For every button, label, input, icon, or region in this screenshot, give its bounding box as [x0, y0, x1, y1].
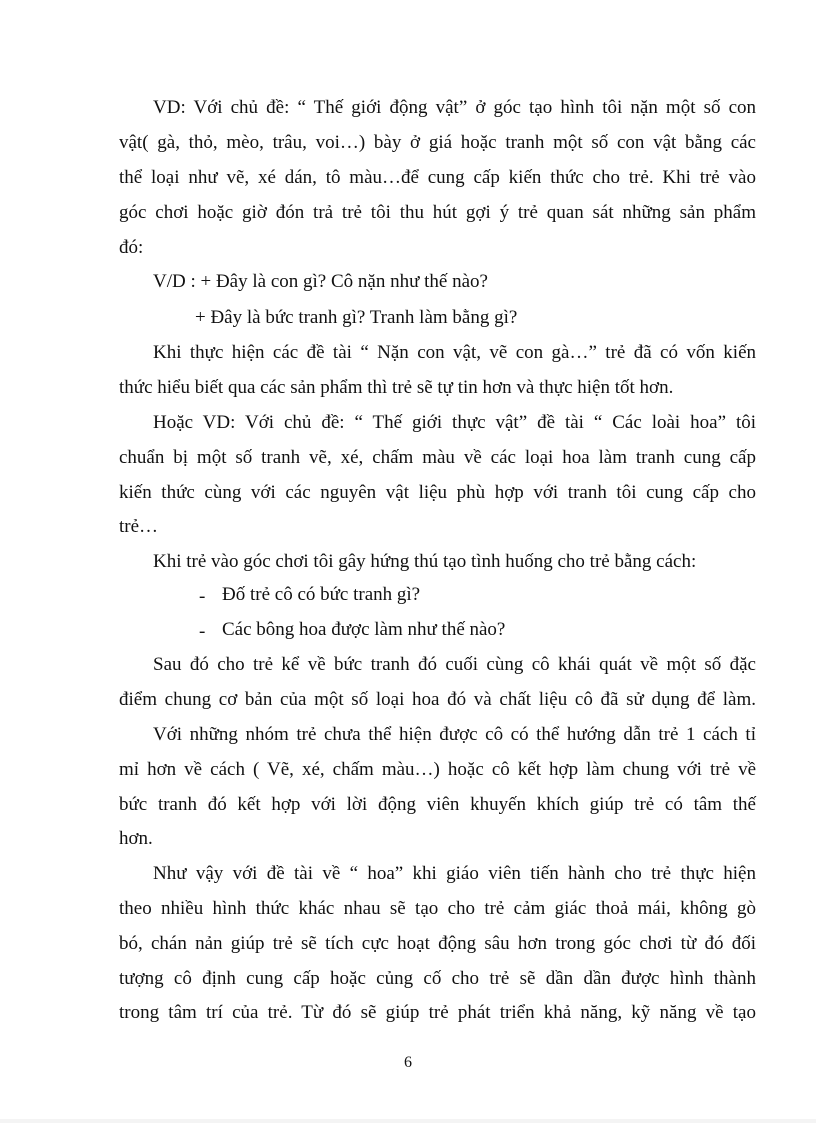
paragraph-3-line-1: Hoặc VD: Với chủ đề: “ Thế giới thực vật” đề tài “ Các loài hoa” tôi [153, 412, 756, 433]
paragraph-6-line-2: mỉ hơn về cách ( Vẽ, xé, chấm màu…) hoặc cô kết hợp làm chung với trẻ về [119, 759, 756, 780]
paragraph-7-line-1: Như vậy với đề tài về “ hoa” khi giáo viên tiến hành cho trẻ thực hiện [153, 863, 756, 884]
paragraph-2-line-2: thức hiểu biết qua các sản phẩm thì trẻ sẽ tự tin hơn và thực hiện tốt hơn. [119, 377, 674, 398]
paragraph-1-line-4: góc chơi hoặc giờ đón trả trẻ tôi thu hút gợi ý trẻ quan sát những sản phẩm [119, 202, 756, 223]
paragraph-4: Khi trẻ vào góc chơi tôi gây hứng thú tạo tình huống cho trẻ bằng cách: [153, 551, 697, 572]
paragraph-3-line-3: kiến thức cùng với các nguyên vật liệu phù hợp với tranh tôi cung cấp cho [119, 482, 756, 503]
paragraph-1-line-2: vật( gà, thỏ, mèo, trâu, voi…) bày ở giá hoặc tranh một số con vật bằng các [119, 132, 756, 153]
paragraph-6-line-4: hơn. [119, 828, 153, 849]
paragraph-7-line-2: theo nhiều hình thức khác nhau sẽ tạo cho trẻ cảm giác thoả mái, không gò [119, 898, 756, 919]
bullet-marker: - [199, 621, 206, 642]
paragraph-1-line-5: đó: [119, 237, 144, 258]
page-bottom-edge [0, 1119, 816, 1123]
bullet-item-2: Các bông hoa được làm như thế nào? [222, 619, 506, 640]
paragraph-7-line-4: tượng cô định cung cấp hoặc củng cố cho trẻ sẽ dần dần được hình thành [119, 968, 756, 989]
paragraph-6-line-3: bức tranh đó kết hợp với lời động viên khuyến khích giúp trẻ có tâm thế [119, 794, 756, 815]
paragraph-7-line-5: trong tâm trí của trẻ. Từ đó sẽ giúp trẻ phát triển khả năng, kỹ năng về tạo [119, 1002, 756, 1023]
paragraph-7-line-3: bó, chán nản giúp trẻ sẽ tích cực hoạt động sâu hơn trong góc chơi từ đó đối [119, 933, 756, 954]
paragraph-1-line-1: VD: Với chủ đề: “ Thế giới động vật” ở góc tạo hình tôi nặn một số con [153, 97, 756, 118]
example-question-2: + Đây là bức tranh gì? Tranh làm bằng gì? [195, 307, 518, 328]
paragraph-3-line-2: chuẩn bị một số tranh vẽ, xé, chấm màu về các loại hoa làm tranh cung cấp [119, 447, 756, 468]
bullet-marker: - [199, 586, 206, 607]
paragraph-3-line-4: trẻ… [119, 516, 159, 537]
paragraph-2-line-1: Khi thực hiện các đề tài “ Nặn con vật, vẽ con gà…” trẻ đã có vốn kiến [153, 342, 756, 363]
page-number: 6 [404, 1054, 412, 1071]
paragraph-5-line-2: điểm chung cơ bản của một số loại hoa đó và chất liệu cô đã sử dụng để làm. [119, 689, 756, 710]
example-question-1: V/D : + Đây là con gì? Cô nặn như thế nào? [153, 271, 488, 292]
bullet-item-1: Đố trẻ cô có bức tranh gì? [222, 584, 421, 605]
paragraph-6-line-1: Với những nhóm trẻ chưa thể hiện được cô có thể hướng dẫn trẻ 1 cách tỉ [153, 724, 756, 745]
paragraph-5-line-1: Sau đó cho trẻ kể về bức tranh đó cuối cùng cô khái quát về một số đặc [153, 654, 756, 675]
paragraph-1-line-3: thể loại như vẽ, xé dán, tô màu…để cung cấp kiến thức cho trẻ. Khi trẻ vào [119, 167, 756, 188]
